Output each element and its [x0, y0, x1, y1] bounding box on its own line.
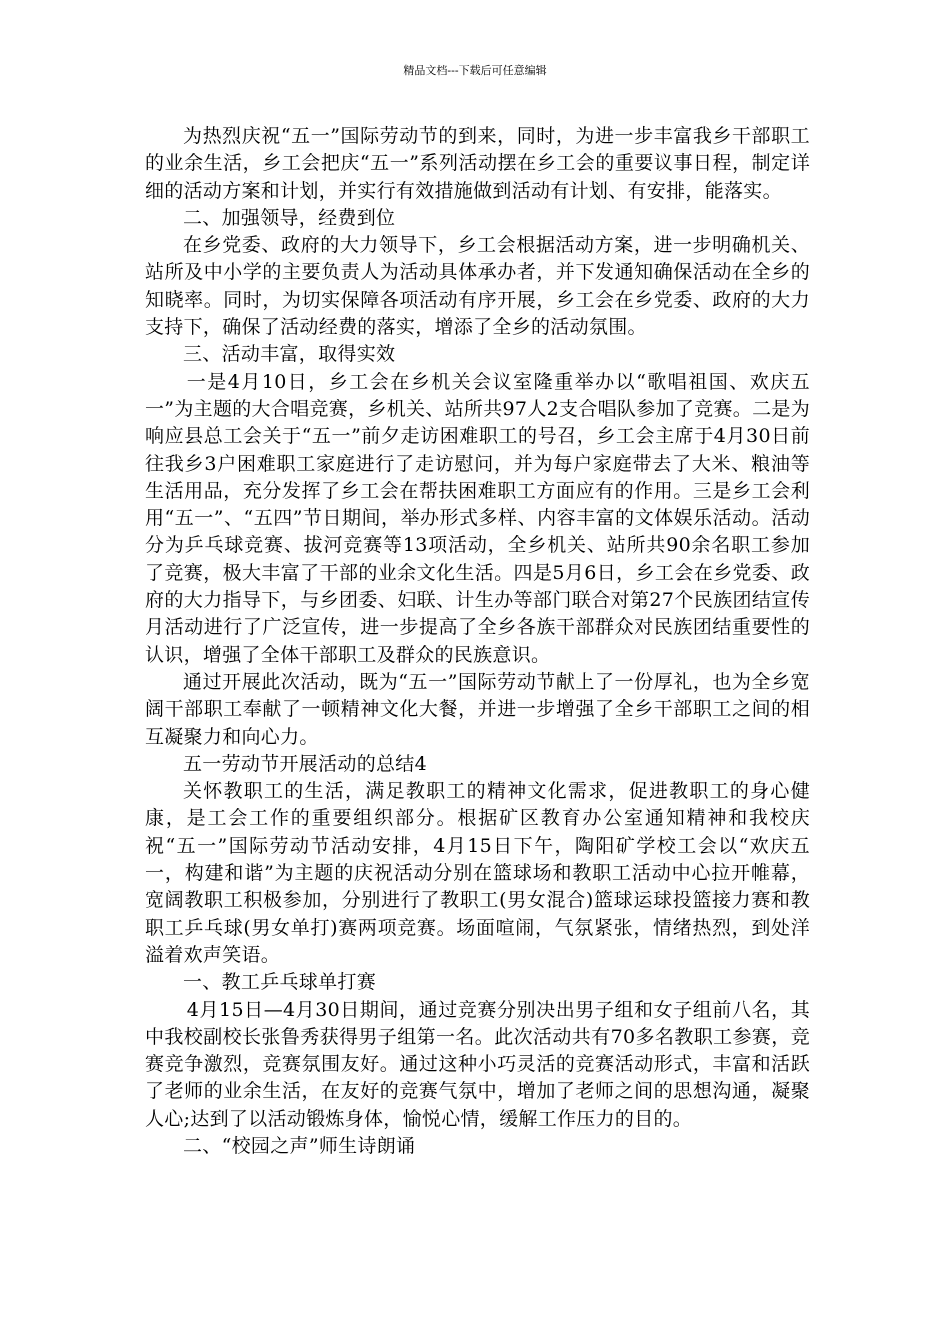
paragraph-activities: 一是4月10日，乡工会在乡机关会议室隆重举办以“歌唱祖国、欢庆五一”为主题的大合唱竞赛，乡机关、站所共97人2支合唱队参加了竞赛。二是为响应县总工会关于“五一”前夕走访困难职工的号召，乡工会主席于4月30日前往我乡3户困难职工家庭进行了走访慰问，并为每户家庭带去了大米、粮油等生活用品，充分发挥了乡工会在帮扶困难职工方面应有的作用。三是乡工会利用“五一”、“五四”节日期间，举办形式多样、内容丰富的文体娱乐活动。活动分为乒乓球竞赛、拔河竞赛等13项活动，全乡机关、站所共90余名职工参加了竞赛，极大丰富了干部的业余文化生活。四是5月6日，乡工会在乡党委、政府的大力指导下，与乡团委、妇联、计生办等部门联合对第27个民族团结宣传月活动进行了广泛宣传，进一步提高了全乡各族干部群众对民族团结重要性的认识，增强了全体干部职工及群众的民族意识。 — [145, 370, 810, 666]
paragraph-leadership: 在乡党委、政府的大力领导下，乡工会根据活动方案，进一步明确机关、站所及中小学的主要负责人为活动具体承办者，并下发通知确保活动在全乡的知晓率。同时，为切实保障各项活动有序开展，乡工会在乡党委、政府的大力支持下，确保了活动经费的落实，增添了全乡的活动氛围。 — [145, 234, 810, 339]
paragraph-table-tennis: 4月15日—4月30日期间，通过竞赛分别决出男子组和女子组前八名，其中我校副校长张鲁秀获得男子组第一名。此次活动共有70多名教职工参赛，竞赛竞争激烈，竞赛氛围友好。通过这种小巧灵活的竞赛活动形式，丰富和活跃了老师的业余生活，在友好的竞赛气氛中，增加了老师之间的思想沟通，凝聚人心;达到了以活动锻炼身体，愉悦心情，缓解工作压力的目的。 — [145, 998, 810, 1130]
paragraph-conclusion: 通过开展此次活动，既为“五一”国际劳动节献上了一份厚礼，也为全乡宽阔干部职工奉献了一顿精神文化大餐，并进一步增强了全乡干部职工之间的相互凝聚力和向心力。 — [145, 670, 810, 748]
section-heading-table-tennis: 一、教工乒乓球单打赛 — [183, 971, 377, 994]
section-heading-activities: 三、活动丰富，取得实效 — [183, 343, 396, 366]
section-heading-poetry-reading: 二、“校园之声”师生诗朗诵 — [183, 1134, 416, 1157]
paragraph-summary-4-intro: 关怀教职工的生活，满足教职工的精神文化需求，促进教职工的身心健康，是工会工作的重要组织部分。根据矿区教育办公室通知精神和我校庆祝“五一”国际劳动节活动安排，4月15日下午，陶阳矿学校工会以“欢庆五一，构建和谐”为主题的庆祝活动分别在篮球场和教职工活动中心拉开帷幕，宽阔教职工积极参加，分别进行了教职工(男女混合)篮球运球投篮接力赛和教职工乒乓球(男女单打)赛两项竞赛。场面喧闹，气氛紧张，情绪热烈，到处洋溢着欢声笑语。 — [145, 780, 810, 966]
summary-title-4: 五一劳动节开展活动的总结4 — [183, 752, 427, 775]
page-header: 精品文档---下载后可任意编辑 — [403, 64, 547, 77]
paragraph-intro: 为热烈庆祝“五一”国际劳动节的到来，同时，为进一步丰富我乡干部职工的业余生活，乡工会把庆“五一”系列活动摆在乡工会的重要议事日程，制定详细的活动方案和计划，并实行有效措施做到活动有计划、有安排，能落实。 — [145, 125, 810, 202]
document-body — [145, 123, 810, 1160]
section-heading-leadership: 二、加强领导，经费到位 — [183, 206, 396, 229]
